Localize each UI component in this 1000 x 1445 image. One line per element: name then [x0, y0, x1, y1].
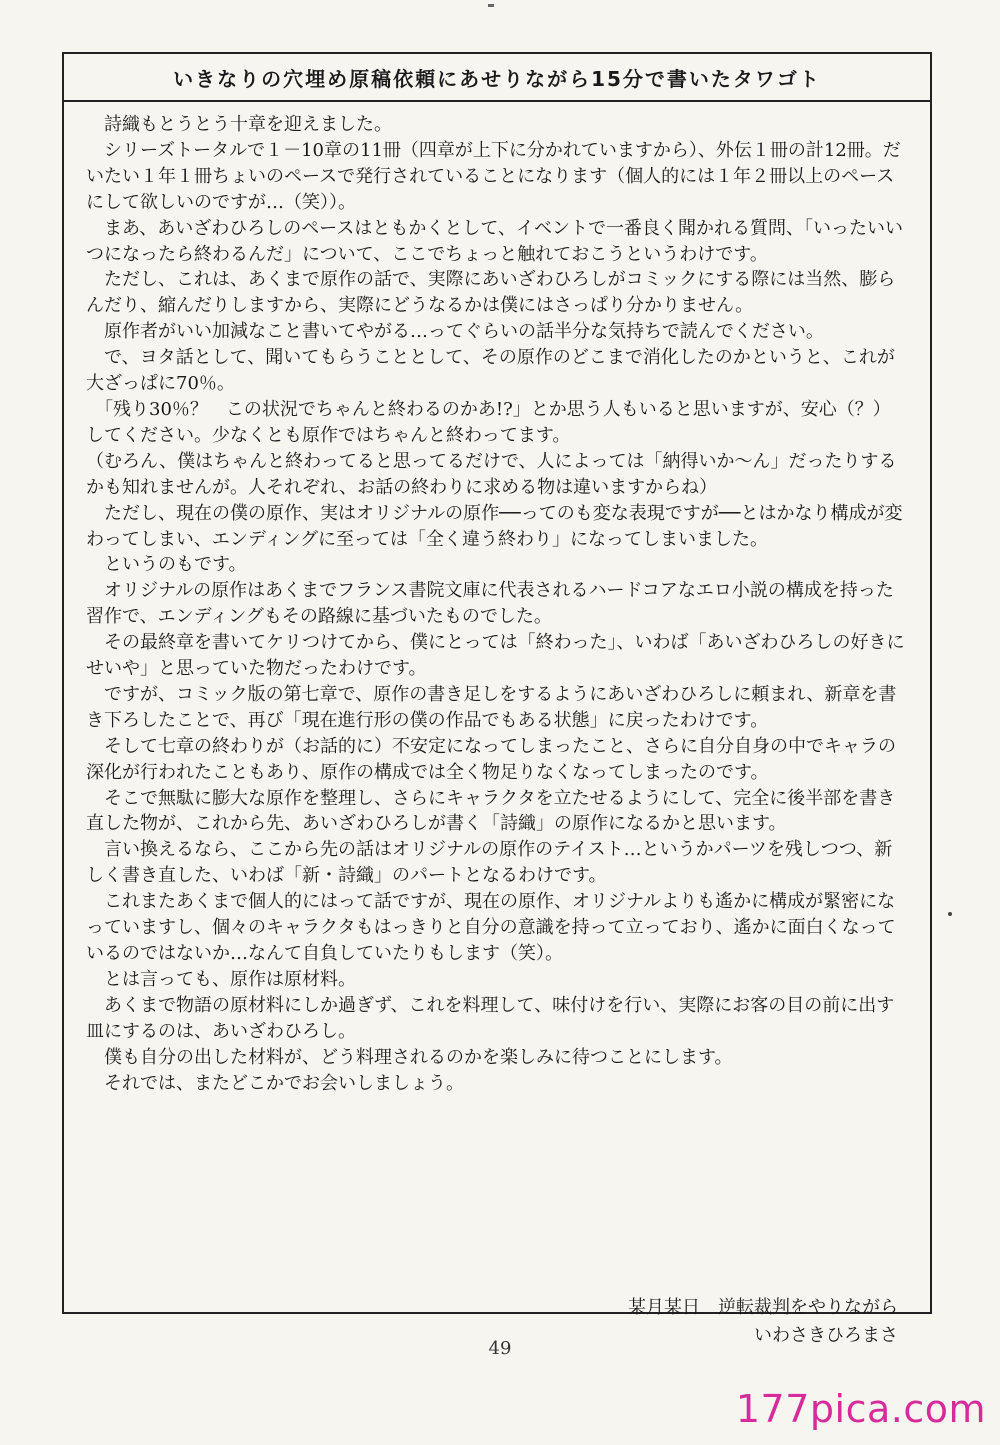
- text-frame: [62, 52, 932, 1346]
- watermark-text[interactable]: 177pica.com: [735, 1387, 986, 1431]
- page-number: 49: [488, 1338, 512, 1359]
- scan-dot: [948, 912, 952, 916]
- article-body: 詩織もとうとう十章を迎えました。 シリーズトータルで１－10章の11冊（四章が上下に分かれていますから）、外伝１冊の計12冊。だいたい１年１冊ちょいのペースで発行されていることになります（個人的には１年２冊以上のペースにして欲しいのですが…（笑））。 まあ、あいざわひろしのペースはともかくとして、イベントで一番良く聞かれる質問、「いったいいつになったら終わるんだ」について、ここでちょっと触れておこうというわけです。 ただし、これは、あくまで原作の話で、実際にあいざわひろしがコミックにする際には当然、膨らんだり、縮んだりしますから、実際にどうなるかは僕にはさっぱり分かりません。 原作者がいい加減なこと書いてやがる…ってぐらいの話半分な気持ちで読んでください。 で、ヨタ話として、聞いてもらうこととして、その原作のどこまで消化したのかというと、これが大ざっぱに70％。 「残り30％？ この状況でちゃんと終わるのかあ!?」とか思う人もいると思いますが、安心（？）してください。少なくとも原作ではちゃんと終わってます。 （むろん、僕はちゃんと終わってると思ってるだけで、人によっては「納得いか～ん」だったりするかも知れませんが。人それぞれ、お話の終わりに求める物は違いますからね） ただし、現在の僕の原作、実はオリジナルの原作──ってのも変な表現ですが──とはかなり構成が変わってしまい、エンディングに至っては「全く違う終わり」になってしまいました。 というのもです。 オリジナルの原作はあくまでフランス書院文庫に代表されるハードコアなエロ小説の構成を持った習作で、エンディングもその路線に基づいたものでした。 その最終章を書いてケリつけてから、僕にとっては「終わった」、いわば「あいざわひろしの好きにせいや」と思っていた物だったわけです。 ですが、コミック版の第七章で、原作の書き足しをするようにあいざわひろしに頼まれ、新章を書き下ろしたことで、再び「現在進行形の僕の作品でもある状態」に戻ったわけです。 そして七章の終わりが（お話的に）不安定になってしまったこと、さらに自分自身の中でキャラの深化が行われたこともあり、原作の構成では全く物足りなくなってしまったのです。 そこで無駄に膨大な原作を整理し、さらにキャラクタを立たせるようにして、完全に後半部を書き直した物が、これから先、あいざわひろしが書く「詩織」の原作になるかと思います。 言い換えるなら、ここから先の話はオリジナルの原作のテイスト…というかパーツを残しつつ、新しく書き直した、いわば「新・詩織」のパートとなるわけです。 これまたあくまで個人的にはって話ですが、現在の原作、オリジナルよりも遙かに構成が緊密になっていますし、個々のキャラクタもはっきりと自分の意識を持って立っており、遙かに面白くなっているのではないか…なんて自負していたりもします（笑）。 とは言っても、原作は原材料。 あくまで物語の原材料にしか過ぎず、これを料理して、味付けを行い、実際にお客の目の前に出す皿にするのは、あいざわひろし。 僕も自分の出した材料が、どう料理されるのかを楽しみに待つことにします。 それでは、またどこかでお会いしましょう。: [86, 114, 905, 1094]
- page-title: いきなりの穴埋め原稿依頼にあせりながら15分で書いたタワゴト: [64, 54, 930, 102]
- signature-author: いわさきひろまさ: [754, 1325, 898, 1346]
- scan-artifact: [488, 4, 494, 7]
- signature-date-line: 某月某日 逆転裁判をやりながら: [628, 1297, 898, 1318]
